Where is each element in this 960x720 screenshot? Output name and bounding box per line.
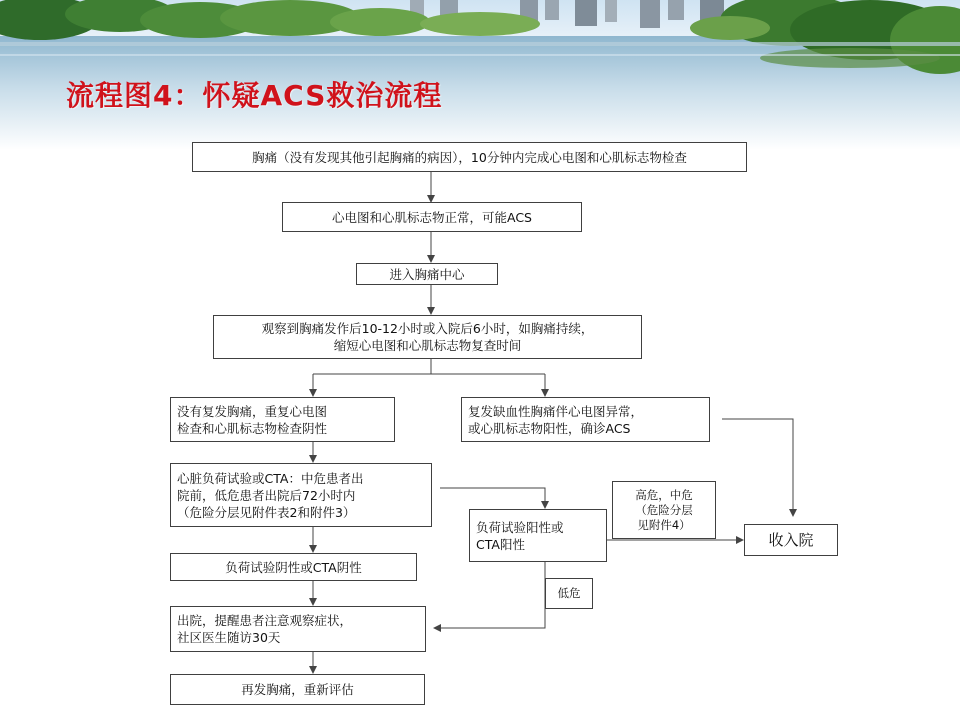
node-chest-pain: 胸痛（没有发现其他引起胸痛的病因），10分钟内完成心电图和心肌标志物检查 xyxy=(192,142,747,172)
node-reassess: 再发胸痛，重新评估 xyxy=(170,674,425,705)
node-recurrence: 复发缺血性胸痛伴心电图异常， 或心肌标志物阳性，确诊ACS xyxy=(461,397,710,442)
node-ecg-normal: 心电图和心肌标志物正常，可能ACS xyxy=(282,202,582,232)
page-title: 流程图4：怀疑ACS救治流程 xyxy=(66,79,443,112)
node-no-recurrence: 没有复发胸痛，重复心电图 检查和心肌标志物检查阴性 xyxy=(170,397,395,442)
node-high-mid-risk: 高危，中危 （危险分层 见附件4） xyxy=(612,481,716,539)
node-stress-test: 心脏负荷试验或CTA：中危患者出 院前，低危患者出院后72小时内 （危险分层见附件表2和附件3） xyxy=(170,463,432,527)
node-positive: 负荷试验阳性或 CTA阳性 xyxy=(469,509,607,562)
node-observe: 观察到胸痛发作后10-12小时或入院后6小时，如胸痛持续， 缩短心电图和心肌标志物复查时间 xyxy=(213,315,642,359)
node-low-risk: 低危 xyxy=(545,578,593,609)
node-negative: 负荷试验阴性或CTA阴性 xyxy=(170,553,417,581)
node-enter-center: 进入胸痛中心 xyxy=(356,263,498,285)
node-discharge: 出院，提醒患者注意观察症状， 社区医生随访30天 xyxy=(170,606,426,652)
node-admit: 收入院 xyxy=(744,524,838,556)
